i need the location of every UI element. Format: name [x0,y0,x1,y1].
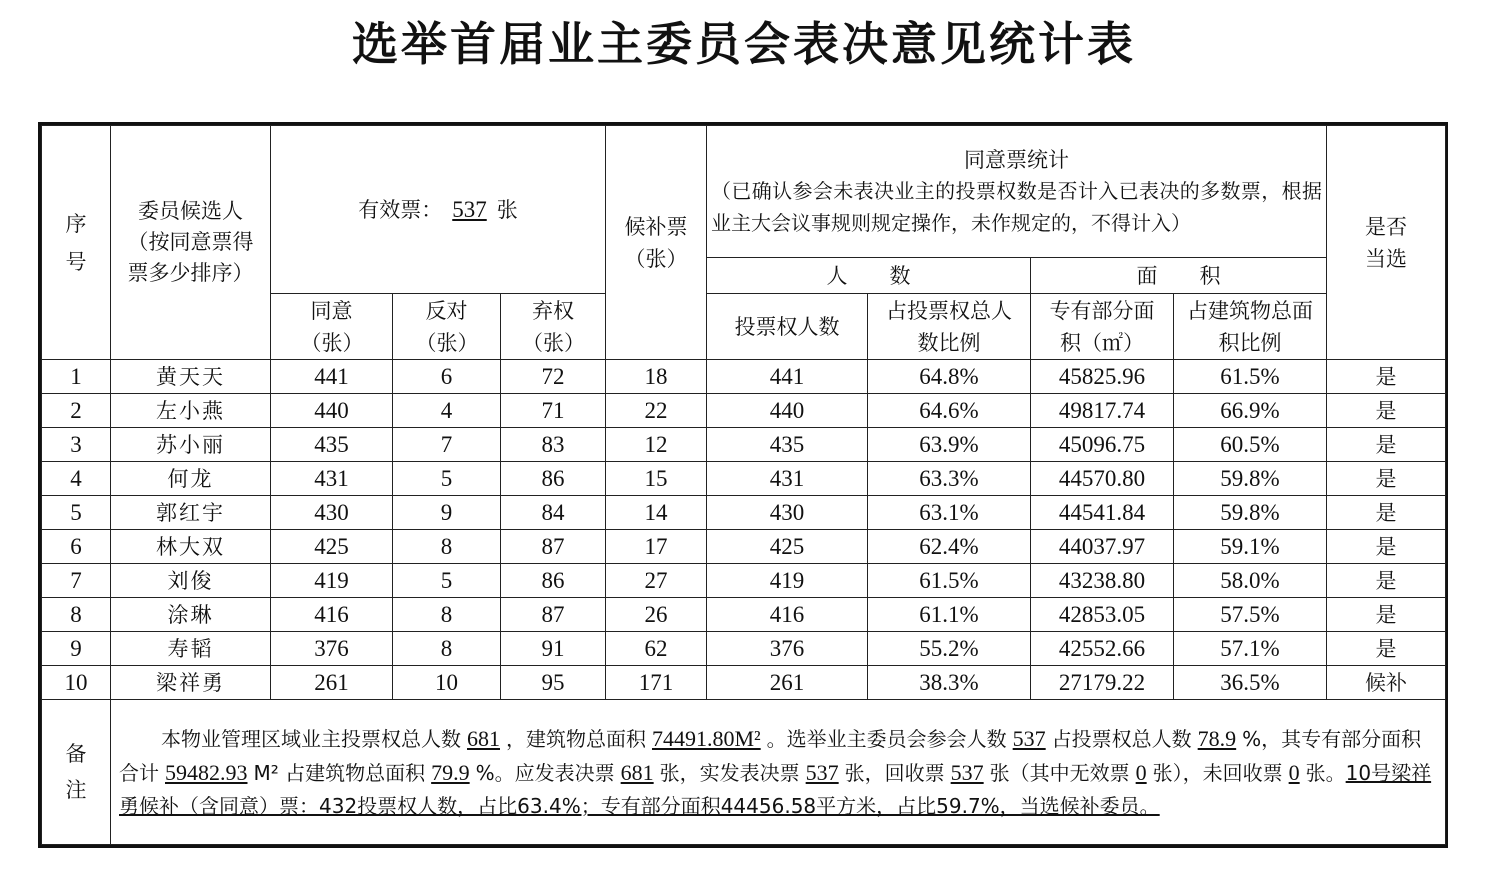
notes-segment: ，建筑物总面积 [506,726,646,751]
table-row [42,462,1446,496]
agree-count: 425 [271,530,393,564]
notes-value: 79.9 [431,759,470,785]
oppose-count: 6 [393,360,501,394]
row-seq: 6 [42,530,111,564]
area-ratio: 36.5% [1174,666,1327,700]
agree-count: 431 [271,462,393,496]
col-voter-count-header: 投票权人数 [707,294,868,360]
table-frame [38,122,1448,848]
elected-status: 是 [1327,564,1446,598]
voter-ratio: 64.8% [868,360,1031,394]
voter-count: 425 [707,530,868,564]
exclusive-area: 43238.80 [1031,564,1174,598]
voter-ratio: 62.4% [868,530,1031,564]
elected-status: 是 [1327,394,1446,428]
alternate-count: 27 [606,564,707,598]
candidate-name: 左小燕 [111,394,271,428]
voter-count: 435 [707,428,868,462]
voter-ratio: 63.9% [868,428,1031,462]
result-table [41,125,1446,845]
elected-status: 候补 [1327,666,1446,700]
notes-value: 74491.80M² [652,725,761,751]
col-area-header: 面 积 [1031,258,1327,294]
oppose-count: 5 [393,462,501,496]
alternate-count: 22 [606,394,707,428]
voter-ratio: 63.1% [868,496,1031,530]
elected-status: 是 [1327,496,1446,530]
voter-count: 430 [707,496,868,530]
area-ratio: 59.8% [1174,462,1327,496]
row-seq: 1 [42,360,111,394]
notes-segment: 。选举业主委员会参会人数 [766,726,1007,751]
exclusive-area: 45096.75 [1031,428,1174,462]
oppose-count: 8 [393,530,501,564]
candidate-name: 涂琳 [111,598,271,632]
area-ratio: 60.5% [1174,428,1327,462]
alternate-count: 17 [606,530,707,564]
candidate-name: 寿韬 [111,632,271,666]
table-row [42,632,1446,666]
alternate-count: 15 [606,462,707,496]
abstain-count: 87 [501,530,606,564]
candidate-name: 梁祥勇 [111,666,271,700]
col-abstain-header: 弃权（张） [501,294,606,360]
voter-ratio: 61.1% [868,598,1031,632]
agree-count: 435 [271,428,393,462]
abstain-count: 83 [501,428,606,462]
elected-status: 是 [1327,462,1446,496]
candidate-name: 黄天天 [111,360,271,394]
row-seq: 4 [42,462,111,496]
table-row [42,394,1446,428]
exclusive-area: 44037.97 [1031,530,1174,564]
oppose-count: 5 [393,564,501,598]
agree-count: 430 [271,496,393,530]
voter-ratio: 61.5% [868,564,1031,598]
area-ratio: 61.5% [1174,360,1327,394]
voter-count: 376 [707,632,868,666]
oppose-count: 8 [393,632,501,666]
candidate-name: 何龙 [111,462,271,496]
exclusive-area: 42853.05 [1031,598,1174,632]
col-people-header: 人 数 [707,258,1031,294]
exclusive-area: 42552.66 [1031,632,1174,666]
notes-value: 0 [1135,759,1147,785]
notes-segment: 张，实发表决票 [659,760,800,785]
agree-count: 441 [271,360,393,394]
alternate-count: 12 [606,428,707,462]
elected-status: 是 [1327,632,1446,666]
candidate-name: 林大双 [111,530,271,564]
row-seq: 3 [42,428,111,462]
notes-segment: 张，回收票 [844,760,945,785]
elected-status: 是 [1327,530,1446,564]
notes-alternate-summary: 10号梁祥勇候补（含同意）票：432投票权人数，占比63.4%；专有部分面积44456.58平方米，占比59.7%，当选候补委员。 [119,760,1432,818]
candidate-name: 苏小丽 [111,428,271,462]
page-title: 选举首届业主委员会表决意见统计表 [352,17,1136,71]
voter-count: 261 [707,666,868,700]
exclusive-area: 45825.96 [1031,360,1174,394]
notes-row [42,700,1446,845]
notes-value: 537 [805,759,839,785]
voter-ratio: 64.6% [868,394,1031,428]
col-elected-header: 是否当选 [1327,126,1446,360]
notes-value: 537 [1012,725,1046,751]
agree-count: 376 [271,632,393,666]
voter-count: 419 [707,564,868,598]
exclusive-area: 44570.80 [1031,462,1174,496]
row-seq: 7 [42,564,111,598]
col-seq-header: 序号 [42,126,111,360]
abstain-count: 71 [501,394,606,428]
col-area-ratio-header: 占建筑物总面积比例 [1174,294,1327,360]
voter-ratio: 63.3% [868,462,1031,496]
voter-ratio: 55.2% [868,632,1031,666]
col-exclusive-area-header: 专有部分面积（㎡） [1031,294,1174,360]
table-row [42,530,1446,564]
voter-count: 440 [707,394,868,428]
row-seq: 5 [42,496,111,530]
area-ratio: 57.1% [1174,632,1327,666]
abstain-count: 84 [501,496,606,530]
voter-count: 416 [707,598,868,632]
notes-value: 681 [620,759,654,785]
area-ratio: 66.9% [1174,394,1327,428]
col-agree-header: 同意（张） [271,294,393,360]
table-row [42,428,1446,462]
oppose-count: 7 [393,428,501,462]
table-row [42,496,1446,530]
abstain-count: 86 [501,462,606,496]
exclusive-area: 27179.22 [1031,666,1174,700]
notes-value: 681 [467,725,500,751]
oppose-count: 9 [393,496,501,530]
notes-segment: 占投票权总人数 [1051,726,1192,751]
abstain-count: 87 [501,598,606,632]
notes-value: 59482.93 [165,759,248,785]
oppose-count: 4 [393,394,501,428]
oppose-count: 10 [393,666,501,700]
col-candidate-header: 委员候选人（按同意票得票多少排序） [111,126,271,360]
voter-ratio: 38.3% [868,666,1031,700]
area-ratio: 59.1% [1174,530,1327,564]
table-row [42,360,1446,394]
table-row [42,598,1446,632]
alternate-count: 14 [606,496,707,530]
col-stats-header: 同意票统计 （已确认参会未表决业主的投票权数是否计入已表决的多数票，根据业主大会议事规则规定操作，未作规定的，不得计入） [707,126,1327,258]
agree-count: 416 [271,598,393,632]
area-ratio: 57.5% [1174,598,1327,632]
alternate-count: 171 [606,666,707,700]
voter-count: 441 [707,360,868,394]
table-row [42,666,1446,700]
notes-segment: 本物业管理区域业主投票权总人数 [161,726,461,751]
notes-value: 537 [950,759,984,785]
alternate-count: 62 [606,632,707,666]
agree-count: 261 [271,666,393,700]
notes-segment: %，其专有部分面积合计 [119,726,1422,785]
notes-segment: M² 占建筑物总面积 [253,760,426,785]
row-seq: 9 [42,632,111,666]
table-row [42,564,1446,598]
notes-label: 备注 [42,700,111,845]
alternate-count: 26 [606,598,707,632]
col-valid-header: 有效票： 537 张 [271,126,606,294]
area-ratio: 58.0% [1174,564,1327,598]
col-voter-ratio-header: 占投票权总人数比例 [868,294,1031,360]
notes-segment: 张），未回收票 [1152,760,1283,785]
col-oppose-header: 反对（张） [393,294,501,360]
col-alternate-header: 候补票（张） [606,126,707,360]
notes-segment: %。应发表决票 [475,760,615,785]
notes-segment: 张。 [1305,760,1346,785]
row-seq: 8 [42,598,111,632]
notes-text [111,700,1446,845]
candidate-name: 刘俊 [111,564,271,598]
candidate-name: 郭红宇 [111,496,271,530]
notes-value: 78.9 [1197,725,1237,751]
exclusive-area: 44541.84 [1031,496,1174,530]
abstain-count: 95 [501,666,606,700]
elected-status: 是 [1327,360,1446,394]
notes-segment: 张（其中无效票 [989,760,1130,785]
agree-count: 419 [271,564,393,598]
oppose-count: 8 [393,598,501,632]
area-ratio: 59.8% [1174,496,1327,530]
voter-count: 431 [707,462,868,496]
abstain-count: 72 [501,360,606,394]
agree-count: 440 [271,394,393,428]
abstain-count: 91 [501,632,606,666]
exclusive-area: 49817.74 [1031,394,1174,428]
elected-status: 是 [1327,598,1446,632]
row-seq: 10 [42,666,111,700]
alternate-count: 18 [606,360,707,394]
notes-value: 0 [1288,759,1300,785]
elected-status: 是 [1327,428,1446,462]
row-seq: 2 [42,394,111,428]
abstain-count: 86 [501,564,606,598]
